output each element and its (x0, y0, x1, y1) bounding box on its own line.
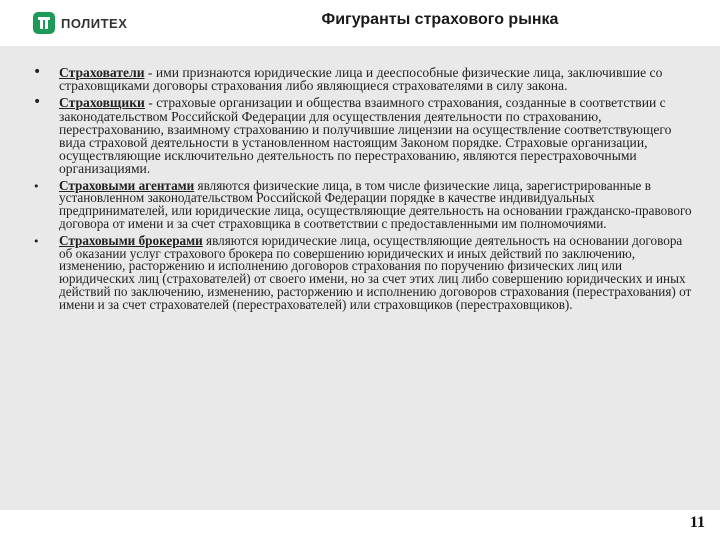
slide-content (0, 46, 720, 510)
list-item-agents (30, 177, 692, 232)
term-agents: Страховыми агентами (59, 177, 195, 193)
bullet-icon: • (33, 64, 42, 80)
definition-insurants: - ими признаются юридические лица и дееспособные физические лица, заключившие со страховщиками договоры страхования либо являющиеся страхователями в силу закона. (59, 65, 663, 94)
definition-agents: являются физические лица, в том числе физические лица, зарегистрированные в установленном законодательством Российской Федерации порядке в качестве индивидуальных предпринимателей, или юридические лица, осуществляющие деятельность на основании гражданско-правового договора от имени и за счет страховщика в соответствии с предоставленными им полномочиями. (59, 177, 692, 232)
bullet-icon: • (33, 179, 40, 193)
logo-text: ПОЛИТЕХ (61, 15, 128, 31)
slide-header (0, 0, 720, 46)
page-number: 11 (689, 514, 705, 531)
bullet-list (30, 66, 692, 316)
politech-logo-icon (33, 12, 55, 34)
logo (33, 12, 127, 34)
list-item-brokers (30, 232, 692, 312)
term-insurants: Страхователи (59, 65, 145, 80)
term-insurers: Страховщики (59, 95, 145, 111)
bullet-icon: • (33, 94, 42, 111)
slide-title: Фигуранты страхового рынка (321, 11, 559, 28)
term-brokers: Страховыми брокерами (59, 232, 203, 248)
list-item-insurants (30, 66, 692, 92)
definition-brokers: являются юридические лица, осуществляющие деятельность на основании договора об оказании услуг страхового брокера по совершению юридических и иных действий по заключению, изменению, расторжению и исполнению договоров страхования по поручению физических лиц или юридических лиц (страхователей) от своего имени, но за счет этих лиц либо совершению юридических и иных действий по заключению, изменению, расторжению и исполнению договоров страхования (перестрахования) от имени и за счет страхователей (перестрахователей) или страховщиков (перестраховщиков). (59, 232, 692, 312)
list-item-insurers (30, 96, 692, 175)
bullet-icon: • (33, 234, 40, 248)
definition-insurers: - страховые организации и общества взаимного страхования, созданные в соответствии с законодательством Российской Федерации для осуществления деятельности по страхованию, перестрахованию, взаимному страхованию и получившие лицензии на осуществление соответствующего вида страховой деятельности в установленном настоящим Законом порядке. Страховые организации, осуществляющие исключительно деятельность по перестрахованию, являются перестраховочными организациями. (59, 95, 672, 177)
